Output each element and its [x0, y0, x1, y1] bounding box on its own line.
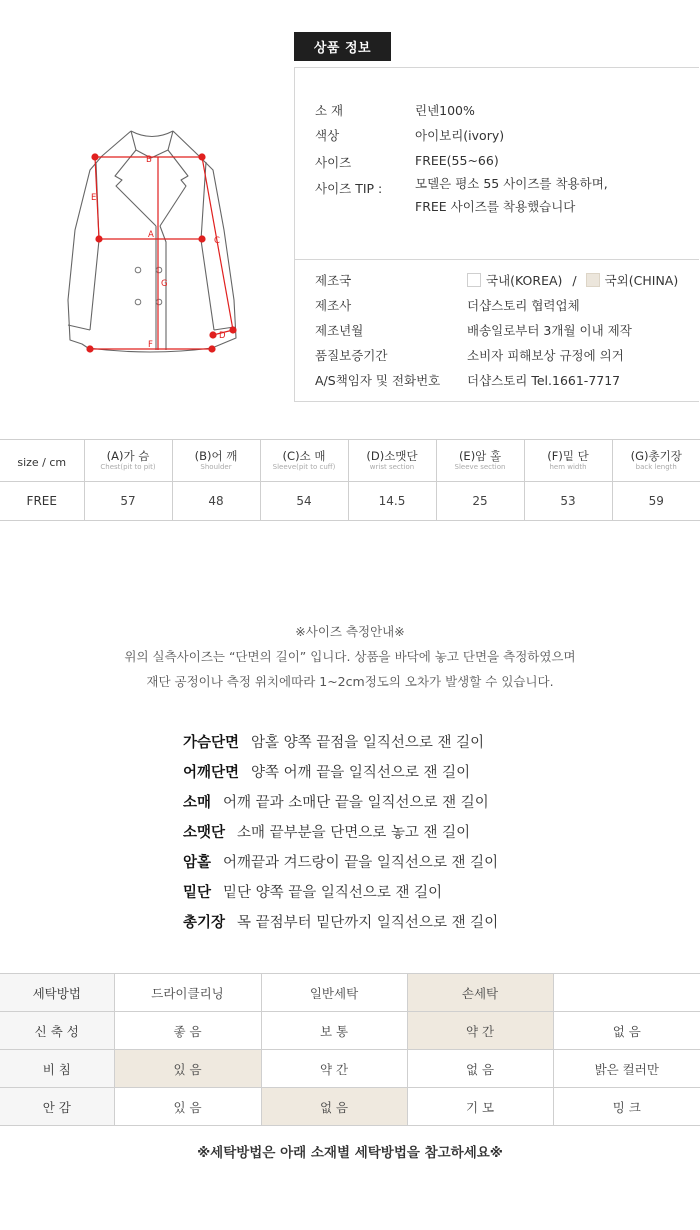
spec-value: 모델은 평소 55 사이즈를 착용하며,: [415, 176, 608, 191]
size-col-wrist: (D)소맷단 wrist section: [348, 440, 436, 482]
care-option-selected: 없 음: [261, 1088, 407, 1126]
label-b: B: [146, 155, 152, 165]
spec-value: 아이보리(ivory): [415, 128, 505, 143]
size-col-chest: (A)가 슴 Chest(pit to pit): [84, 440, 172, 482]
care-option-selected: 약 간: [407, 1012, 553, 1050]
spec-label: 사이즈: [315, 155, 352, 170]
origin-options: [467, 271, 678, 289]
size-value: 53: [524, 482, 612, 521]
care-option: 일반세탁: [261, 974, 407, 1012]
divider: [295, 259, 699, 260]
size-name: FREE: [0, 482, 84, 521]
measure-notice-line: 재단 공정이나 측정 위치에따라 1~2cm정도의 오차가 발생할 수 있습니다.: [146, 674, 554, 689]
care-option: 있 음: [114, 1088, 261, 1126]
definition-item: 총기장 목 끝점부터 밑단까지 일직선으로 잰 길이: [183, 915, 499, 931]
definition-item: 암홀 어깨끝과 겨드랑이 끝을 일직선으로 잰 길이: [183, 855, 499, 871]
care-option: 밍 크: [553, 1088, 700, 1126]
label-g: G: [161, 279, 168, 289]
size-value: 14.5: [348, 482, 436, 521]
care-label: 비 침: [0, 1050, 114, 1088]
measure-notice-line: 위의 실측사이즈는 “단면의 길이” 입니다. 상품을 바닥에 놓고 단면을 측정하였으며: [124, 649, 576, 664]
table-row: [0, 482, 700, 521]
care-option: 좋 음: [114, 1012, 261, 1050]
manufacture-label: A/S책임자 및 전화번호: [315, 373, 441, 388]
size-value: 54: [260, 482, 348, 521]
checkbox-icon: [467, 273, 481, 287]
checkbox-checked-icon: [586, 273, 600, 287]
manufacture-value: 소비자 피해보상 규정에 의거: [467, 348, 624, 363]
care-option-selected: 있 음: [114, 1050, 261, 1088]
button-icon: [156, 267, 162, 273]
label-d: D: [219, 331, 226, 341]
size-col-shoulder: (B)어 깨 Shoulder: [172, 440, 260, 482]
definition-item: 밑단 밑단 양쪽 끝을 일직선으로 잰 길이: [183, 885, 443, 901]
origin-label: 제조국: [315, 273, 352, 288]
spec-value-line2: FREE 사이즈를 착용했습니다: [415, 199, 576, 214]
label-e: E: [91, 193, 97, 203]
spec-value: 린넨100%: [415, 103, 475, 118]
size-table: [0, 439, 700, 521]
size-table-header: [0, 440, 700, 482]
care-label: 안 감: [0, 1088, 114, 1126]
origin-foreign: 국외(CHINA): [604, 273, 679, 288]
size-col-armhole: (E)암 홀 Sleeve section: [436, 440, 524, 482]
spec-value: FREE(55~66): [415, 153, 499, 168]
measure-notice-title: ※사이즈 측정안내※: [295, 624, 405, 639]
size-value: 25: [436, 482, 524, 521]
manufacture-value: 더샵스토리 협력업체: [467, 298, 580, 313]
definition-item: 소매 어깨 끝과 소매단 끝을 일직선으로 잰 길이: [183, 795, 489, 811]
care-label: 세탁방법: [0, 974, 114, 1012]
label-f: F: [148, 340, 153, 350]
origin-domestic: 국내(KOREA): [486, 273, 563, 288]
manufacture-value: 배송일로부터 3개월 이내 제작: [467, 323, 632, 338]
size-col-sleeve: (C)소 매 Sleeve(pit to cuff): [260, 440, 348, 482]
care-option: 기 모: [407, 1088, 553, 1126]
care-footnote: ※세탁방법은 아래 소재별 세탁방법을 참고하세요※: [197, 1145, 503, 1161]
spec-label: 색상: [315, 128, 340, 143]
size-value: 57: [84, 482, 172, 521]
product-info-title: 상품 정보: [294, 32, 391, 61]
spec-label: 소 재: [315, 103, 344, 118]
care-option-selected: 손세탁: [407, 974, 553, 1012]
care-row-lining: [0, 1088, 700, 1126]
jacket-measurement-diagram: [55, 118, 265, 368]
care-option: 없 음: [553, 1012, 700, 1050]
origin-separator: /: [572, 273, 577, 288]
spec-label: 사이즈 TIP :: [315, 181, 383, 196]
care-row-sheer: [0, 1050, 700, 1088]
care-option: 밝은 컬러만: [553, 1050, 700, 1088]
size-col-hem: (F)밑 단 hem width: [524, 440, 612, 482]
definition-item: 가슴단면 암홀 양쪽 끝점을 일직선으로 잰 길이: [183, 735, 485, 751]
button-icon: [135, 299, 141, 305]
care-option: 보 통: [261, 1012, 407, 1050]
size-table-corner: size / cm: [0, 440, 84, 482]
care-label: 신 축 성: [0, 1012, 114, 1050]
size-value: 59: [612, 482, 700, 521]
product-info-box: [294, 67, 699, 402]
care-row-stretch: [0, 1012, 700, 1050]
manufacture-label: 제조사: [315, 298, 352, 313]
button-icon: [135, 267, 141, 273]
care-option: 드라이클리닝: [114, 974, 261, 1012]
manufacture-label: 제조년월: [315, 323, 364, 338]
care-option: 약 간: [261, 1050, 407, 1088]
manufacture-value: 더샵스토리 Tel.1661-7717: [467, 373, 621, 388]
size-col-length: (G)총기장 back length: [612, 440, 700, 482]
size-value: 48: [172, 482, 260, 521]
care-table: [0, 973, 700, 1126]
care-option: [553, 974, 700, 1012]
manufacture-label: 품질보증기간: [315, 348, 388, 363]
button-icon: [156, 299, 162, 305]
care-row-wash: [0, 974, 700, 1012]
label-a: A: [148, 230, 154, 240]
label-c: C: [214, 236, 220, 246]
care-option: 없 음: [407, 1050, 553, 1088]
definition-item: 소맷단 소매 끝부분을 단면으로 놓고 잰 길이: [183, 825, 471, 841]
definition-item: 어깨단면 양쪽 어깨 끝을 일직선으로 잰 길이: [183, 765, 471, 781]
